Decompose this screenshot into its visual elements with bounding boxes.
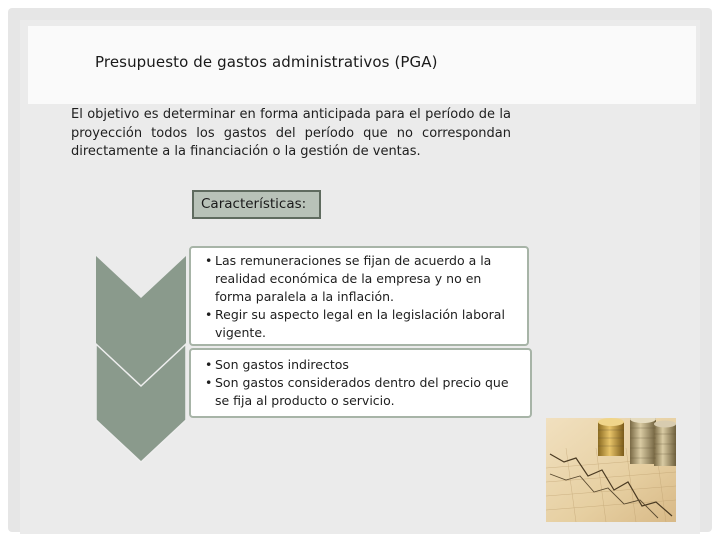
slide-body-text: El objetivo es determinar en forma anticipada para el período de la proyección todos los gastos del período que no correspondan directamente a la financiación o la gestión de ventas. <box>71 107 511 159</box>
coins-chart-photo <box>546 418 676 522</box>
characteristics-box-2 <box>189 348 532 418</box>
characteristics-heading: Características: <box>192 190 321 219</box>
characteristics-box-1 <box>189 246 529 346</box>
chevron-arrows <box>96 256 186 466</box>
slide-title: Presupuesto de gastos administrativos (PGA) <box>95 53 438 71</box>
list-item: • Son gastos considerados dentro del precio que se fija al producto o servicio. <box>205 374 520 410</box>
list-item: • Las remuneraciones se fijan de acuerdo a la realidad económica de la empresa y no en forma paralela a la inflación. <box>205 252 517 306</box>
list-item: • Son gastos indirectos <box>205 356 520 374</box>
list-item: • Regir su aspecto legal en la legislación laboral vigente. <box>205 306 517 342</box>
